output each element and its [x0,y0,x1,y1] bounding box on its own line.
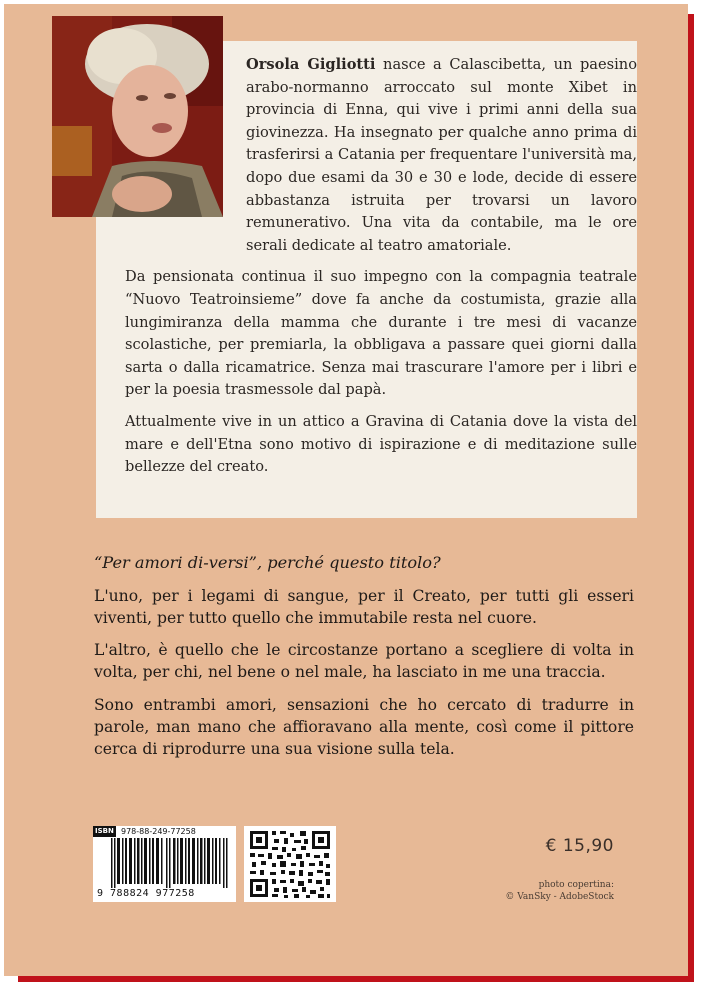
blurb-paragraph-1: L'uno, per i legami di sangue, per il Creato, per tutti gli esseri viventi, per tutto quello che immutabile resta nel cuore. [94,586,634,627]
bio-paragraph-1: Orsola Gigliotti nasce a Calascibetta, un paesino arabo-normanno arroccato sul monte Xibet in provincia di Enna, qui vive i primi anni della sua giovinezza. Ha insegnato per qualche anno prima di trasferirsi a Catania per frequentare l'università ma, dopo due esami da 30 e 30 e lode, decide di essere abbastanza istruita per trovarsi un lavoro remunerativo. Una vita da contabile, ma le ore serali dedicate al teatro amatoriale. [246,56,637,254]
barcode-bars [111,838,229,888]
blurb-paragraph-3: Sono entrambi amori, sensazioni che ho cercato di tradurre in parole, man mano che affioravano alla mente, così come il pittore cerca di riprodurre una sua visione sulla tela. [94,695,634,758]
isbn-number: 978-88-249-77258 [121,827,196,836]
price: € 15,90 [545,836,614,856]
blurb-paragraph-2: L'altro, è quello che le circostanze portano a scegliere di volta in volta, per chi, nel bene o nel male, ha lasciato in me una traccia. [94,641,634,682]
photo-credit-line-1: photo copertina: [538,880,614,890]
bio-paragraph-2: Da pensionata continua il suo impegno con la compagnia teatrale “Nuovo Teatroinsieme” dove fa anche da costumista, grazie alla lungimiranza della mamma che durante i tre mesi di vacanze scolastiche, per premiarla, la obbligava a passare quei giorni dalla sarta o dalla ricamatrice. Senza mai trascurare l'amore per i libri e per la poesia trasmessole dal papà. [125,268,637,399]
blurb-title: “Per amori di-versi”, perché questo titolo? [94,553,441,572]
photo-credit [505,879,614,903]
book-back-cover [4,4,688,976]
qr-code [244,826,336,902]
book-blurb [94,552,634,771]
photo-credit-line-2: © VanSky - AdobeStock [505,892,614,902]
qr-code-image [244,826,336,902]
isbn-barcode [93,826,236,902]
ean-digits: 9 788824 977258 [97,888,195,899]
isbn-label: ISBN [95,827,114,835]
author-name: Orsola Gigliotti [246,56,376,73]
bio-paragraph-3: Attualmente vive in un attico a Gravina di Catania dove la vista del mare e dell'Etna sono motivo di ispirazione e di meditazione sulle bellezze del creato. [125,412,637,476]
author-bio [125,54,637,488]
